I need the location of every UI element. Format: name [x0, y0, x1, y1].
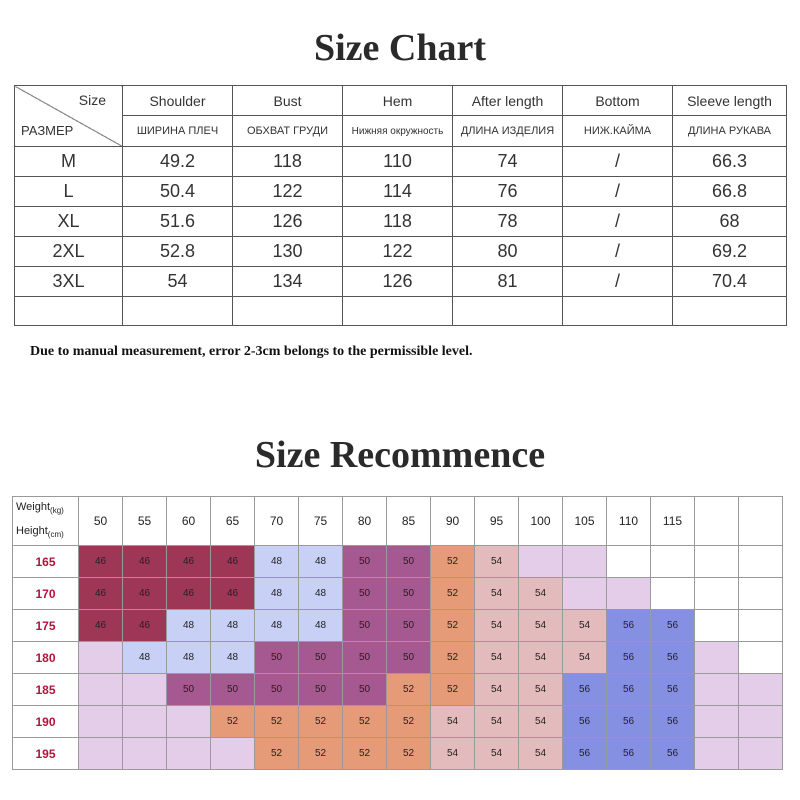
size-cell: 46 [79, 546, 123, 578]
height-label-cell: 180 [13, 642, 79, 674]
size-cell: 52 [431, 610, 475, 642]
weight-header-cell: 60 [167, 497, 211, 546]
size-cell: 50 [343, 578, 387, 610]
empty-cell [563, 546, 607, 578]
size-label-cell: XL [15, 207, 123, 237]
size-cell: 50 [299, 674, 343, 706]
weight-header-cell: 90 [431, 497, 475, 546]
measurement-cell: 76 [453, 177, 563, 207]
size-cell: 52 [431, 674, 475, 706]
corner-size-label: Size [78, 92, 106, 108]
measurement-cell: 54 [123, 267, 233, 297]
header-ru-length: ДЛИНА ИЗДЕЛИЯ [453, 116, 563, 147]
measurement-cell: 70.4 [673, 267, 787, 297]
header-ru-sleeve: ДЛИНА РУКАВА [673, 116, 787, 147]
weight-height-corner [13, 497, 79, 546]
size-cell: 46 [123, 610, 167, 642]
measurement-cell: 49.2 [123, 147, 233, 177]
size-cell: 54 [563, 642, 607, 674]
empty-cell [651, 546, 695, 578]
size-cell: 50 [387, 546, 431, 578]
size-cell: 56 [607, 706, 651, 738]
size-cell: 56 [651, 738, 695, 770]
empty-cell [739, 738, 783, 770]
size-cell: 48 [167, 642, 211, 674]
size-cell: 52 [211, 706, 255, 738]
size-chart-title: Size Chart [313, 27, 487, 69]
size-cell: 50 [343, 674, 387, 706]
height-row [13, 674, 783, 706]
size-cell: 56 [607, 610, 651, 642]
size-cell: 56 [651, 642, 695, 674]
weight-header-cell: 50 [79, 497, 123, 546]
size-cell: 54 [519, 738, 563, 770]
empty-cell [123, 738, 167, 770]
size-chart-row [15, 237, 787, 267]
empty-cell [695, 546, 739, 578]
measurement-cell: / [563, 177, 673, 207]
height-label: Height$_{(cm)}$ [16, 525, 64, 540]
size-cell: 50 [343, 642, 387, 674]
size-label-cell: 2XL [15, 237, 123, 267]
measurement-cell: 66.3 [673, 147, 787, 177]
header-ru-hem: Нижняя окружность [343, 116, 453, 147]
empty-cell [607, 546, 651, 578]
size-cell: 50 [387, 578, 431, 610]
size-chart-table [14, 85, 787, 326]
weight-header-cell: 100 [519, 497, 563, 546]
size-cell: 46 [79, 610, 123, 642]
empty-cell [739, 706, 783, 738]
height-row [13, 546, 783, 578]
weight-header-cell: 85 [387, 497, 431, 546]
header-sleeve-length: Sleeve length [673, 86, 787, 116]
height-label-cell: 185 [13, 674, 79, 706]
size-cell: 54 [475, 738, 519, 770]
header-after-length: After length [453, 86, 563, 116]
empty-cell [563, 578, 607, 610]
size-cell: 48 [299, 578, 343, 610]
measurement-note: Due to manual measurement, error 2-3cm belongs to the permissible level. [30, 344, 473, 359]
size-cell: 50 [343, 546, 387, 578]
weight-header-cell: 70 [255, 497, 299, 546]
size-cell: 48 [299, 610, 343, 642]
measurement-cell: / [563, 147, 673, 177]
empty-cell [739, 674, 783, 706]
measurement-cell: / [563, 267, 673, 297]
height-row [13, 738, 783, 770]
empty-cell [695, 674, 739, 706]
weight-header-cell: 75 [299, 497, 343, 546]
size-cell: 52 [387, 674, 431, 706]
size-cell: 48 [255, 578, 299, 610]
weight-label: Weight$_{(kg)}$ [16, 501, 64, 516]
size-cell: 54 [475, 546, 519, 578]
size-cell: 56 [607, 642, 651, 674]
size-cell: 48 [167, 610, 211, 642]
height-label-cell: 195 [13, 738, 79, 770]
size-cell: 46 [211, 578, 255, 610]
height-row [13, 578, 783, 610]
size-cell: 54 [475, 578, 519, 610]
size-cell: 46 [123, 546, 167, 578]
size-recommend-table [12, 496, 783, 770]
size-cell: 54 [475, 610, 519, 642]
weight-header-cell: 110 [607, 497, 651, 546]
empty-cell [79, 738, 123, 770]
size-cell: 56 [563, 706, 607, 738]
empty-cell [739, 546, 783, 578]
empty-cell [211, 738, 255, 770]
size-chart-header-en-row [15, 86, 787, 116]
size-cell: 56 [651, 706, 695, 738]
empty-cell [519, 546, 563, 578]
measurement-cell: 118 [233, 147, 343, 177]
size-cell: 46 [167, 546, 211, 578]
measurement-cell: 50.4 [123, 177, 233, 207]
size-cell: 50 [255, 674, 299, 706]
size-cell: 54 [475, 642, 519, 674]
size-cell: 54 [475, 706, 519, 738]
empty-cell [695, 578, 739, 610]
size-cell: 46 [167, 578, 211, 610]
size-cell: 56 [563, 738, 607, 770]
size-cell: 52 [255, 738, 299, 770]
header-ru-bottom: НИЖ.КАЙМА [563, 116, 673, 147]
empty-cell [739, 642, 783, 674]
empty-cell [739, 610, 783, 642]
header-bust: Bust [233, 86, 343, 116]
measurement-cell: 81 [453, 267, 563, 297]
weight-header-cell [739, 497, 783, 546]
measurement-cell: 122 [343, 237, 453, 267]
measurement-cell: 118 [343, 207, 453, 237]
size-cell: 54 [519, 706, 563, 738]
height-label-cell: 165 [13, 546, 79, 578]
empty-cell [651, 578, 695, 610]
size-label-cell: 3XL [15, 267, 123, 297]
size-cell: 52 [387, 738, 431, 770]
size-cell: 48 [299, 546, 343, 578]
measurement-cell: 126 [343, 267, 453, 297]
height-label-cell: 190 [13, 706, 79, 738]
size-cell: 54 [519, 674, 563, 706]
size-cell: 46 [123, 578, 167, 610]
weight-header-cell [695, 497, 739, 546]
size-cell: 52 [431, 642, 475, 674]
size-cell: 56 [651, 610, 695, 642]
size-chart-row [15, 147, 787, 177]
size-cell: 50 [255, 642, 299, 674]
empty-cell [167, 706, 211, 738]
corner-razmer-label: РАЗМЕР [21, 123, 74, 138]
empty-cell [695, 706, 739, 738]
size-cell: 52 [343, 706, 387, 738]
header-shoulder: Shoulder [123, 86, 233, 116]
size-cell: 54 [475, 674, 519, 706]
size-chart-row [15, 267, 787, 297]
header-ru-bust: ОБХВАТ ГРУДИ [233, 116, 343, 147]
height-label-cell: 170 [13, 578, 79, 610]
empty-cell [79, 642, 123, 674]
size-cell: 52 [431, 578, 475, 610]
empty-cell [79, 706, 123, 738]
empty-cell [739, 578, 783, 610]
measurement-cell: 68 [673, 207, 787, 237]
measurement-cell: 114 [343, 177, 453, 207]
size-cell: 48 [211, 642, 255, 674]
size-cell: 52 [299, 738, 343, 770]
measurement-cell: 130 [233, 237, 343, 267]
size-cell: 52 [299, 706, 343, 738]
size-cell: 48 [123, 642, 167, 674]
size-cell: 54 [519, 578, 563, 610]
size-cell: 48 [211, 610, 255, 642]
size-chart-row [15, 177, 787, 207]
size-cell: 54 [431, 706, 475, 738]
weight-header-cell: 80 [343, 497, 387, 546]
weight-header-cell: 105 [563, 497, 607, 546]
empty-cell [79, 674, 123, 706]
empty-cell [695, 738, 739, 770]
size-cell: 50 [343, 610, 387, 642]
height-label-cell: 175 [13, 610, 79, 642]
size-cell: 56 [563, 674, 607, 706]
weight-header-cell: 55 [123, 497, 167, 546]
measurement-cell: 122 [233, 177, 343, 207]
empty-cell [123, 674, 167, 706]
size-cell: 54 [519, 610, 563, 642]
size-cell: 52 [255, 706, 299, 738]
weight-header-cell: 115 [651, 497, 695, 546]
size-chart-empty-row [15, 297, 787, 326]
size-cell: 52 [431, 546, 475, 578]
size-chart-corner-cell [15, 86, 123, 147]
measurement-cell: 126 [233, 207, 343, 237]
measurement-cell: 69.2 [673, 237, 787, 267]
measurement-cell: 134 [233, 267, 343, 297]
size-cell: 50 [387, 642, 431, 674]
size-cell: 54 [431, 738, 475, 770]
weight-header-row [13, 497, 783, 546]
header-ru-shoulder: ШИРИНА ПЛЕЧ [123, 116, 233, 147]
measurement-cell: 51.6 [123, 207, 233, 237]
size-cell: 46 [211, 546, 255, 578]
size-cell: 54 [519, 642, 563, 674]
empty-cell [607, 578, 651, 610]
size-cell: 56 [607, 738, 651, 770]
empty-cell [695, 642, 739, 674]
size-cell: 46 [79, 578, 123, 610]
size-cell: 52 [343, 738, 387, 770]
header-bottom: Bottom [563, 86, 673, 116]
header-hem: Hem [343, 86, 453, 116]
measurement-cell: 66.8 [673, 177, 787, 207]
measurement-cell: / [563, 237, 673, 267]
size-cell: 50 [167, 674, 211, 706]
empty-cell [695, 610, 739, 642]
measurement-cell: 52.8 [123, 237, 233, 267]
weight-header-cell: 65 [211, 497, 255, 546]
size-recommend-title: Size Recommence [254, 434, 546, 476]
measurement-cell: / [563, 207, 673, 237]
size-cell: 54 [563, 610, 607, 642]
empty-cell [123, 706, 167, 738]
size-cell: 52 [387, 706, 431, 738]
size-cell: 48 [255, 546, 299, 578]
size-label-cell: L [15, 177, 123, 207]
size-cell: 50 [211, 674, 255, 706]
size-chart-row [15, 207, 787, 237]
empty-cell [167, 738, 211, 770]
size-cell: 56 [651, 674, 695, 706]
size-cell: 50 [387, 610, 431, 642]
measurement-cell: 80 [453, 237, 563, 267]
height-row [13, 706, 783, 738]
measurement-cell: 74 [453, 147, 563, 177]
weight-header-cell: 95 [475, 497, 519, 546]
measurement-cell: 78 [453, 207, 563, 237]
size-cell: 50 [299, 642, 343, 674]
height-row [13, 642, 783, 674]
height-row [13, 610, 783, 642]
size-chart-header-ru-row [15, 116, 787, 147]
size-label-cell: M [15, 147, 123, 177]
measurement-cell: 110 [343, 147, 453, 177]
size-cell: 56 [607, 674, 651, 706]
size-cell: 48 [255, 610, 299, 642]
